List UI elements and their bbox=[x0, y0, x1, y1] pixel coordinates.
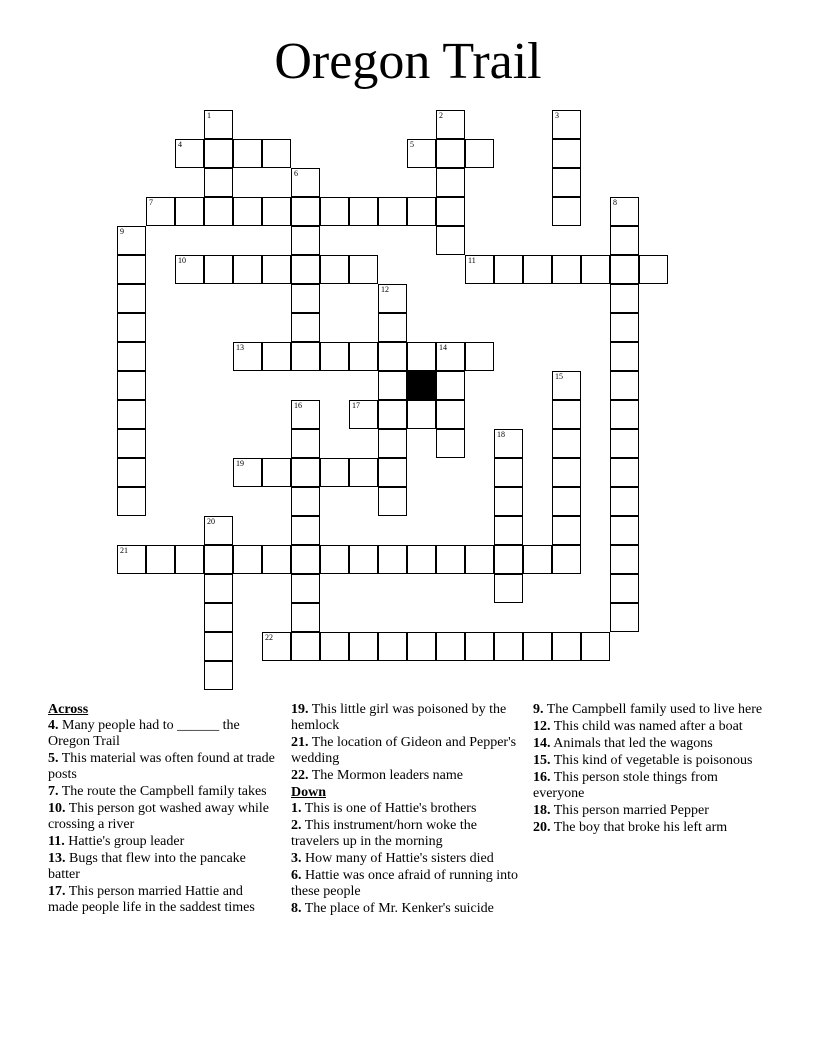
grid-cell[interactable] bbox=[146, 197, 175, 226]
grid-cell[interactable] bbox=[523, 255, 552, 284]
grid-cell[interactable] bbox=[610, 342, 639, 371]
grid-cell[interactable] bbox=[291, 574, 320, 603]
clue-down-15: 15. This kind of vegetable is poisonous bbox=[533, 753, 753, 768]
clue-down-20: 20. The boy that broke his left arm bbox=[533, 820, 728, 835]
grid-cell[interactable] bbox=[610, 458, 639, 487]
grid-cell[interactable] bbox=[610, 400, 639, 429]
grid-cell[interactable] bbox=[378, 371, 407, 400]
grid-cell[interactable] bbox=[233, 197, 262, 226]
grid-cell[interactable] bbox=[465, 545, 494, 574]
grid-cell[interactable] bbox=[291, 516, 320, 545]
grid-cell[interactable] bbox=[117, 284, 146, 313]
clue-down-2: 2. This instrument/horn woke the travelers up in the morning bbox=[291, 818, 478, 849]
clue-across-19: 19. This little girl was poisoned by the hemlock bbox=[291, 702, 507, 733]
clue-number: 3 bbox=[555, 111, 559, 120]
clue-down-3: 3. How many of Hattie's sisters died bbox=[291, 851, 494, 866]
grid-cell[interactable] bbox=[117, 429, 146, 458]
grid-cell[interactable] bbox=[523, 632, 552, 661]
clue-across-22: 22. The Mormon leaders name bbox=[291, 768, 463, 783]
grid-cell[interactable] bbox=[610, 226, 639, 255]
clue-number: 15 bbox=[555, 372, 563, 381]
grid-cell[interactable] bbox=[320, 545, 349, 574]
grid-cell[interactable] bbox=[581, 255, 610, 284]
grid-cell[interactable] bbox=[465, 342, 494, 371]
grid-cell[interactable] bbox=[320, 632, 349, 661]
grid-cell[interactable] bbox=[204, 168, 233, 197]
grid-cell[interactable] bbox=[378, 400, 407, 429]
grid-cell[interactable] bbox=[407, 342, 436, 371]
grid-cell[interactable] bbox=[378, 313, 407, 342]
grid-cell[interactable] bbox=[552, 110, 581, 139]
down-heading: Down bbox=[291, 785, 327, 800]
grid-cell[interactable] bbox=[610, 603, 639, 632]
grid-cell[interactable] bbox=[610, 574, 639, 603]
grid-cell[interactable] bbox=[291, 603, 320, 632]
grid-cell[interactable] bbox=[262, 255, 291, 284]
grid-cell[interactable] bbox=[204, 661, 233, 690]
grid-cell[interactable] bbox=[291, 342, 320, 371]
grid-cell[interactable] bbox=[552, 139, 581, 168]
clue-across-11: 11. Hattie's group leader bbox=[48, 834, 185, 849]
grid-cell[interactable] bbox=[204, 603, 233, 632]
grid-cell[interactable] bbox=[204, 632, 233, 661]
clue-number: 11 bbox=[468, 256, 476, 265]
grid-cell[interactable] bbox=[407, 197, 436, 226]
clue-number: 18 bbox=[497, 430, 505, 439]
grid-cell[interactable] bbox=[494, 632, 523, 661]
clue-number: 19 bbox=[236, 459, 244, 468]
clue-number: 12 bbox=[381, 285, 389, 294]
grid-cell[interactable] bbox=[465, 139, 494, 168]
clue-number: 1 bbox=[207, 111, 211, 120]
clues-column-1 bbox=[48, 702, 276, 917]
grid-cell[interactable] bbox=[320, 197, 349, 226]
grid-cell[interactable] bbox=[291, 400, 320, 429]
grid-cell[interactable] bbox=[233, 139, 262, 168]
grid-cell[interactable] bbox=[262, 545, 291, 574]
clue-number: 17 bbox=[352, 401, 360, 410]
grid-cell[interactable] bbox=[349, 197, 378, 226]
grid-cell[interactable] bbox=[233, 458, 262, 487]
grid-cell[interactable] bbox=[262, 197, 291, 226]
grid-cell[interactable] bbox=[610, 197, 639, 226]
clue-down-12: 12. This child was named after a boat bbox=[533, 719, 743, 734]
grid-cell[interactable] bbox=[552, 255, 581, 284]
clues-column-3 bbox=[533, 702, 763, 837]
grid-cell[interactable] bbox=[291, 632, 320, 661]
grid-cell[interactable] bbox=[494, 429, 523, 458]
grid-cell[interactable] bbox=[436, 139, 465, 168]
grid-cell[interactable] bbox=[436, 429, 465, 458]
grid-cell[interactable] bbox=[175, 255, 204, 284]
grid-cell[interactable] bbox=[117, 400, 146, 429]
clue-number: 20 bbox=[207, 517, 215, 526]
grid-cell[interactable] bbox=[465, 632, 494, 661]
grid-cell[interactable] bbox=[552, 400, 581, 429]
grid-cell[interactable] bbox=[552, 371, 581, 400]
clue-across-13: 13. Bugs that flew into the pancake batter bbox=[48, 851, 246, 882]
grid-cell[interactable] bbox=[175, 545, 204, 574]
grid-cell[interactable] bbox=[436, 400, 465, 429]
clue-down-6: 6. Hattie was once afraid of running into these people bbox=[291, 868, 519, 899]
grid-cell[interactable] bbox=[436, 110, 465, 139]
grid-cell[interactable] bbox=[262, 139, 291, 168]
grid-cell[interactable] bbox=[610, 516, 639, 545]
grid-cell[interactable] bbox=[407, 400, 436, 429]
grid-cell[interactable] bbox=[378, 545, 407, 574]
clue-across-7: 7. The route the Campbell family takes bbox=[48, 784, 267, 799]
grid-cell[interactable] bbox=[436, 168, 465, 197]
grid-cell[interactable] bbox=[291, 284, 320, 313]
grid-cell[interactable] bbox=[291, 197, 320, 226]
grid-cell[interactable] bbox=[175, 139, 204, 168]
black-square bbox=[407, 371, 436, 400]
grid-cell[interactable] bbox=[291, 226, 320, 255]
grid-cell[interactable] bbox=[291, 487, 320, 516]
grid-cell[interactable] bbox=[378, 632, 407, 661]
clue-down-16: 16. This person stole things from everyone bbox=[533, 770, 718, 801]
grid-cell[interactable] bbox=[523, 545, 552, 574]
grid-cell[interactable] bbox=[436, 197, 465, 226]
grid-cell[interactable] bbox=[436, 342, 465, 371]
grid-cell[interactable] bbox=[117, 487, 146, 516]
grid-cell[interactable] bbox=[552, 632, 581, 661]
clue-number: 5 bbox=[410, 140, 414, 149]
grid-cell[interactable] bbox=[262, 342, 291, 371]
grid-cell[interactable] bbox=[117, 458, 146, 487]
grid-cell[interactable] bbox=[494, 487, 523, 516]
grid-cell[interactable] bbox=[610, 429, 639, 458]
grid-cell[interactable] bbox=[320, 458, 349, 487]
grid-cell[interactable] bbox=[552, 516, 581, 545]
grid-cell[interactable] bbox=[204, 516, 233, 545]
clue-across-4: 4. Many people had to ______ the Oregon Trail bbox=[48, 718, 240, 749]
clue-down-9: 9. The Campbell family used to live here bbox=[533, 702, 763, 717]
grid-cell[interactable] bbox=[204, 574, 233, 603]
grid-cell[interactable] bbox=[610, 313, 639, 342]
grid-cell[interactable] bbox=[349, 400, 378, 429]
grid-cell[interactable] bbox=[552, 429, 581, 458]
grid-cell[interactable] bbox=[117, 371, 146, 400]
grid-cell[interactable] bbox=[610, 487, 639, 516]
grid-cell[interactable] bbox=[291, 168, 320, 197]
grid-cell[interactable] bbox=[494, 255, 523, 284]
grid-cell[interactable] bbox=[291, 545, 320, 574]
grid-cell[interactable] bbox=[581, 632, 610, 661]
grid-cell[interactable] bbox=[378, 429, 407, 458]
grid-cell[interactable] bbox=[204, 545, 233, 574]
grid-cell[interactable] bbox=[552, 545, 581, 574]
grid-cell[interactable] bbox=[378, 458, 407, 487]
grid-cell[interactable] bbox=[117, 545, 146, 574]
clue-number: 14 bbox=[439, 343, 447, 352]
grid-cell[interactable] bbox=[349, 342, 378, 371]
grid-cell[interactable] bbox=[117, 226, 146, 255]
clue-down-1: 1. This is one of Hattie's brothers bbox=[291, 801, 477, 816]
grid-cell[interactable] bbox=[436, 226, 465, 255]
grid-cell[interactable] bbox=[233, 255, 262, 284]
grid-cell[interactable] bbox=[494, 545, 523, 574]
grid-cell[interactable] bbox=[436, 545, 465, 574]
grid-cell[interactable] bbox=[552, 458, 581, 487]
grid-cell[interactable] bbox=[262, 458, 291, 487]
grid-cell[interactable] bbox=[349, 545, 378, 574]
clue-across-5: 5. This material was often found at trade posts bbox=[48, 751, 275, 782]
grid-cell[interactable] bbox=[610, 371, 639, 400]
grid-cell[interactable] bbox=[291, 255, 320, 284]
grid-cell[interactable] bbox=[436, 632, 465, 661]
grid-cell[interactable] bbox=[117, 313, 146, 342]
grid-cell[interactable] bbox=[407, 139, 436, 168]
grid-cell[interactable] bbox=[146, 545, 175, 574]
grid-cell[interactable] bbox=[378, 342, 407, 371]
grid-cell[interactable] bbox=[378, 197, 407, 226]
grid-cell[interactable] bbox=[378, 284, 407, 313]
grid-cell[interactable] bbox=[349, 632, 378, 661]
grid-cell[interactable] bbox=[494, 574, 523, 603]
clue-number: 4 bbox=[178, 140, 182, 149]
clue-number: 13 bbox=[236, 343, 244, 352]
clue-number: 2 bbox=[439, 111, 443, 120]
grid-cell[interactable] bbox=[494, 458, 523, 487]
clue-number: 8 bbox=[613, 198, 617, 207]
clue-down-14: 14. Animals that led the wagons bbox=[533, 736, 713, 751]
page-title: Oregon Trail bbox=[274, 33, 542, 90]
grid-cell[interactable] bbox=[407, 632, 436, 661]
grid-cell[interactable] bbox=[552, 168, 581, 197]
grid-cell[interactable] bbox=[233, 342, 262, 371]
clue-down-8: 8. The place of Mr. Kenker's suicide bbox=[291, 901, 494, 916]
grid-cell[interactable] bbox=[204, 139, 233, 168]
grid-cell[interactable] bbox=[639, 255, 668, 284]
grid-cell[interactable] bbox=[610, 545, 639, 574]
clue-number: 7 bbox=[149, 198, 153, 207]
grid-cell[interactable] bbox=[610, 284, 639, 313]
grid-cell[interactable] bbox=[291, 458, 320, 487]
grid-cell[interactable] bbox=[552, 197, 581, 226]
grid-cell[interactable] bbox=[204, 255, 233, 284]
grid-cell[interactable] bbox=[117, 342, 146, 371]
grid-cell[interactable] bbox=[291, 313, 320, 342]
grid-cell[interactable] bbox=[610, 255, 639, 284]
grid-cell[interactable] bbox=[349, 255, 378, 284]
grid-cell[interactable] bbox=[204, 197, 233, 226]
grid-cell[interactable] bbox=[204, 110, 233, 139]
grid-cell[interactable] bbox=[349, 458, 378, 487]
grid-cell[interactable] bbox=[494, 516, 523, 545]
across-heading: Across bbox=[48, 702, 89, 717]
grid-cell[interactable] bbox=[320, 342, 349, 371]
grid-cell[interactable] bbox=[552, 487, 581, 516]
grid-cell[interactable] bbox=[262, 632, 291, 661]
clue-number: 6 bbox=[294, 169, 298, 178]
grid-cell[interactable] bbox=[320, 255, 349, 284]
clues-column-2 bbox=[291, 702, 519, 918]
clue-number: 21 bbox=[120, 546, 128, 555]
clue-number: 22 bbox=[265, 633, 273, 642]
clue-across-17: 17. This person married Hattie and made people life in the saddest times bbox=[48, 884, 255, 915]
grid-cell[interactable] bbox=[117, 255, 146, 284]
grid-cell[interactable] bbox=[175, 197, 204, 226]
grid-cell[interactable] bbox=[378, 487, 407, 516]
clue-number: 9 bbox=[120, 227, 124, 236]
clue-across-21: 21. The location of Gideon and Pepper's wedding bbox=[291, 735, 517, 766]
clue-number: 16 bbox=[294, 401, 302, 410]
grid-cell[interactable] bbox=[436, 371, 465, 400]
grid-cell[interactable] bbox=[233, 545, 262, 574]
clue-across-10: 10. This person got washed away while crossing a river bbox=[48, 801, 269, 832]
grid-cell[interactable] bbox=[465, 255, 494, 284]
clue-down-18: 18. This person married Pepper bbox=[533, 803, 709, 818]
grid-cell[interactable] bbox=[407, 545, 436, 574]
grid-cell[interactable] bbox=[291, 429, 320, 458]
clue-number: 10 bbox=[178, 256, 186, 265]
